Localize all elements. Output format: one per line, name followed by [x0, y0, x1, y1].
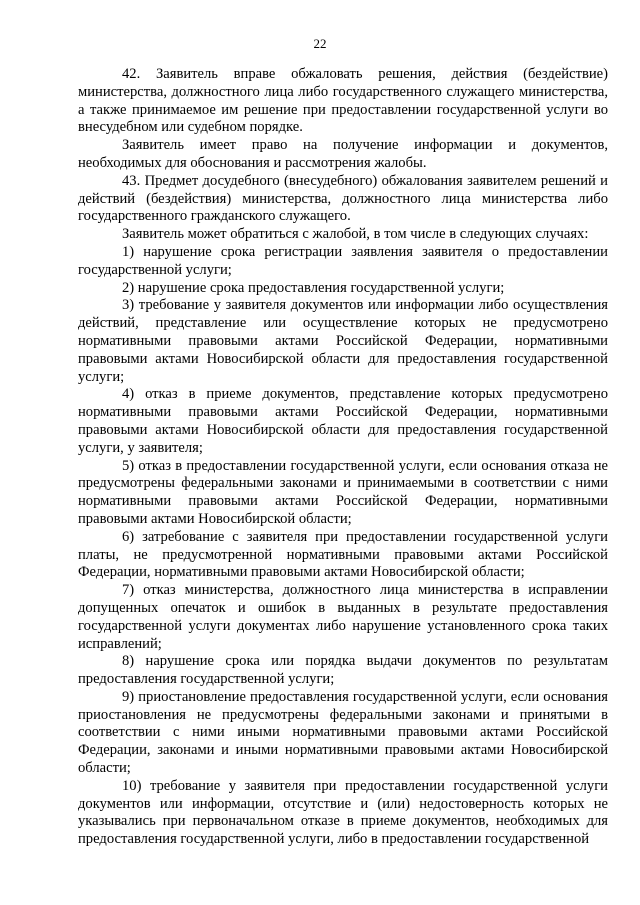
list-item-1: 1) нарушение срока регистрации заявления заявителя о предоставлении государственной услуги; [78, 243, 608, 278]
list-item-7: 7) отказ министерства, должностного лица министерства в исправлении допущенных опечаток и ошибок в выданных в результате предоставления государственной услуги документах либо нарушение установленного срока таких исправлений; [78, 582, 608, 652]
list-item-2: 2) нарушение срока предоставления государственной услуги; [122, 279, 505, 296]
document-body [78, 66, 608, 849]
list-item-6: 6) затребование с заявителя при предоставлении государственной услуги платы, не предусмотренной нормативными правовыми актами Российской Федерации, нормативными правовыми актами Новосибирской области; [78, 528, 608, 581]
paragraph-43: 43. Предмет досудебного (внесудебного) обжалования заявителем решений и действий (бездействия) министерства, должностного лица министерства либо государственного гражданского служащего. [78, 172, 608, 225]
list-item-4: 4) отказ в приеме документов, представление которых предусмотрено нормативными правовыми актами Российской Федерации, нормативными правовыми актами Новосибирской области для предоставления государственной услуги, у заявителя; [78, 386, 608, 456]
page-number: 22 [313, 36, 327, 51]
list-item-3: 3) требование у заявителя документов или информации либо осуществления действий, представление или осуществление которых не предусмотрено нормативными правовыми актами Российской Федерации, нормативными правовыми актами Новосибирской области для предоставления государственной услуги; [78, 297, 608, 385]
paragraph-42: 42. Заявитель вправе обжаловать решения, действия (бездействие) министерства, должностного лица либо государственного служащего министерства, а также принимаемое им решение при предоставлении государственной услуги во внесудебном или судебном порядке. [78, 66, 608, 136]
list-item-9: 9) приостановление предоставления государственной услуги, если основания приостановления не предусмотрены федеральными законами и принятыми в соответствии с ними иными нормативными правовыми актами Российской Федерации, законами и иными нормативными правовыми актами Новосибирской области; [78, 688, 608, 777]
list-item-8: 8) нарушение срока или порядка выдачи документов по результатам предоставления государственной услуги; [78, 653, 608, 688]
list-item-5: 5) отказ в предоставлении государственной услуги, если основания отказа не предусмотрены федеральными законами и принимаемыми в соответствии с ними нормативными правовыми актами Российской Федерации, нормативными правовыми актами Новосибирской области; [78, 457, 608, 527]
list-item-10: 10) требование у заявителя при предоставлении государственной услуги документов или информации, отсутствие и (или) недостоверность которых не указывались при первоначальном отказе в приеме документов, необходимых для предоставления государственной услуги, либо в предоставлении государственной [78, 777, 608, 848]
paragraph-complaint-cases-intro: Заявитель может обратиться с жалобой, в том числе в следующих случаях: [122, 226, 589, 243]
paragraph-right-to-information: Заявитель имеет право на получение информации и документов, необходимых для обоснования и рассмотрения жалобы. [78, 137, 608, 171]
